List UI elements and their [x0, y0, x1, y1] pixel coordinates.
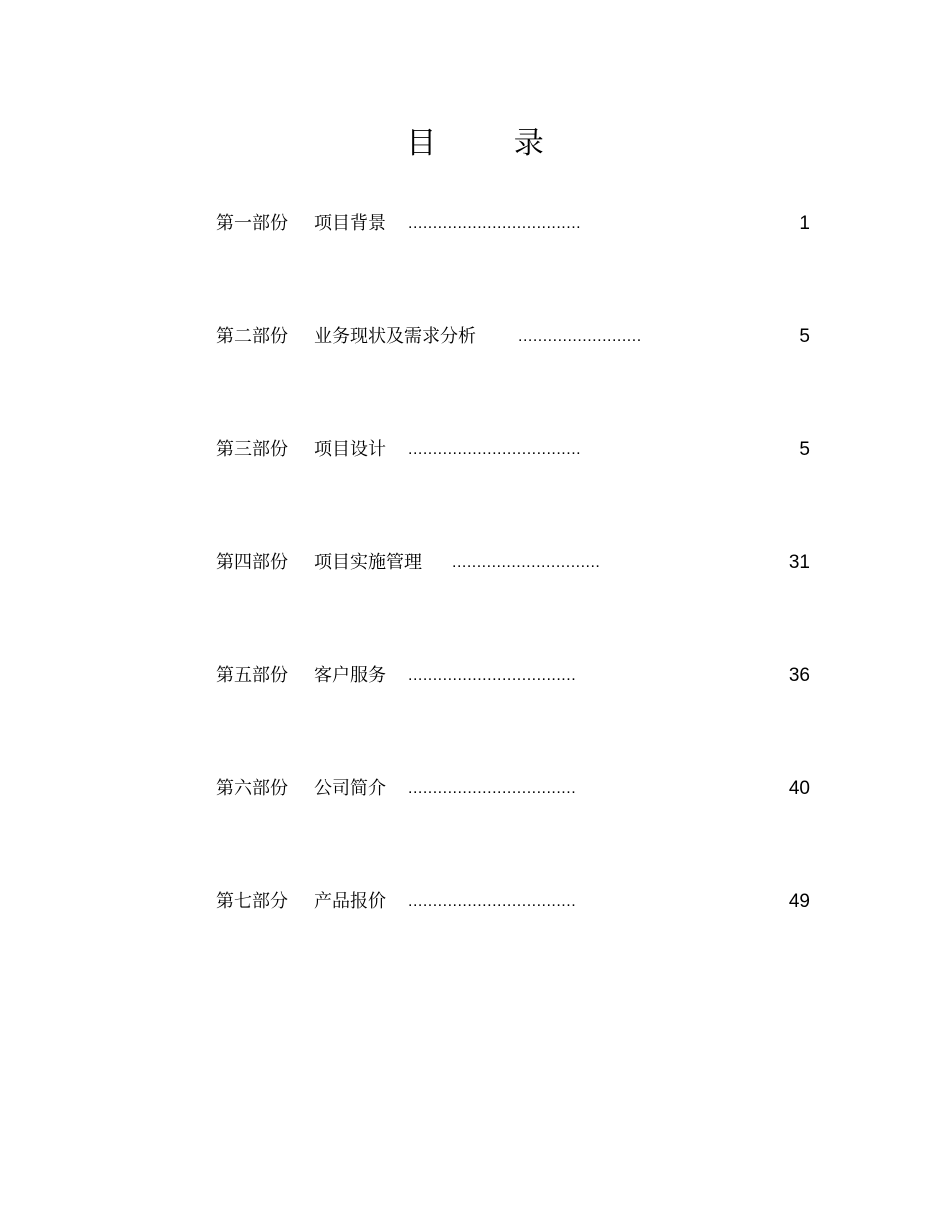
toc-heading: 项目背景: [314, 213, 386, 234]
toc-leader-dots: .........................: [518, 328, 642, 345]
toc-page-number: 31: [788, 552, 810, 573]
toc-part-number: 第三部份: [216, 439, 288, 460]
toc-leader-dots: ..............................: [452, 554, 601, 571]
toc-entry[interactable]: [216, 890, 810, 914]
toc-leader-dots: ...................................: [408, 215, 582, 232]
toc-page-number: 5: [799, 326, 810, 347]
toc-part-number: 第一部份: [216, 213, 288, 234]
toc-heading: 业务现状及需求分析: [314, 326, 476, 347]
toc-heading: 客户服务: [314, 665, 386, 686]
toc-entry[interactable]: [216, 664, 810, 688]
toc-heading: 项目设计: [314, 439, 386, 460]
toc-part-number: 第二部份: [216, 326, 288, 347]
toc-entry[interactable]: [216, 777, 810, 801]
toc-page-number: 1: [799, 213, 810, 234]
toc-part-number: 第五部份: [216, 665, 288, 686]
toc-leader-dots: ..................................: [408, 893, 577, 910]
toc-page-number: 5: [799, 439, 810, 460]
page-title: 目 录: [406, 126, 578, 161]
toc-part-number: 第七部分: [216, 891, 288, 912]
toc-leader-dots: ...................................: [408, 441, 582, 458]
toc-part-number: 第四部份: [216, 552, 288, 573]
toc-leader-dots: ..................................: [408, 667, 577, 684]
toc-page-number: 36: [788, 665, 810, 686]
toc-entry[interactable]: [216, 438, 810, 462]
toc-entry[interactable]: [216, 551, 810, 575]
toc-page-number: 40: [788, 778, 810, 799]
toc-part-number: 第六部份: [216, 778, 288, 799]
toc-entry[interactable]: [216, 325, 810, 349]
toc-page-number: 49: [788, 891, 810, 912]
toc-heading: 项目实施管理: [314, 552, 422, 573]
toc-heading: 公司简介: [314, 778, 386, 799]
toc-entry[interactable]: [216, 212, 810, 236]
toc-leader-dots: ..................................: [408, 780, 577, 797]
toc-heading: 产品报价: [314, 891, 386, 912]
